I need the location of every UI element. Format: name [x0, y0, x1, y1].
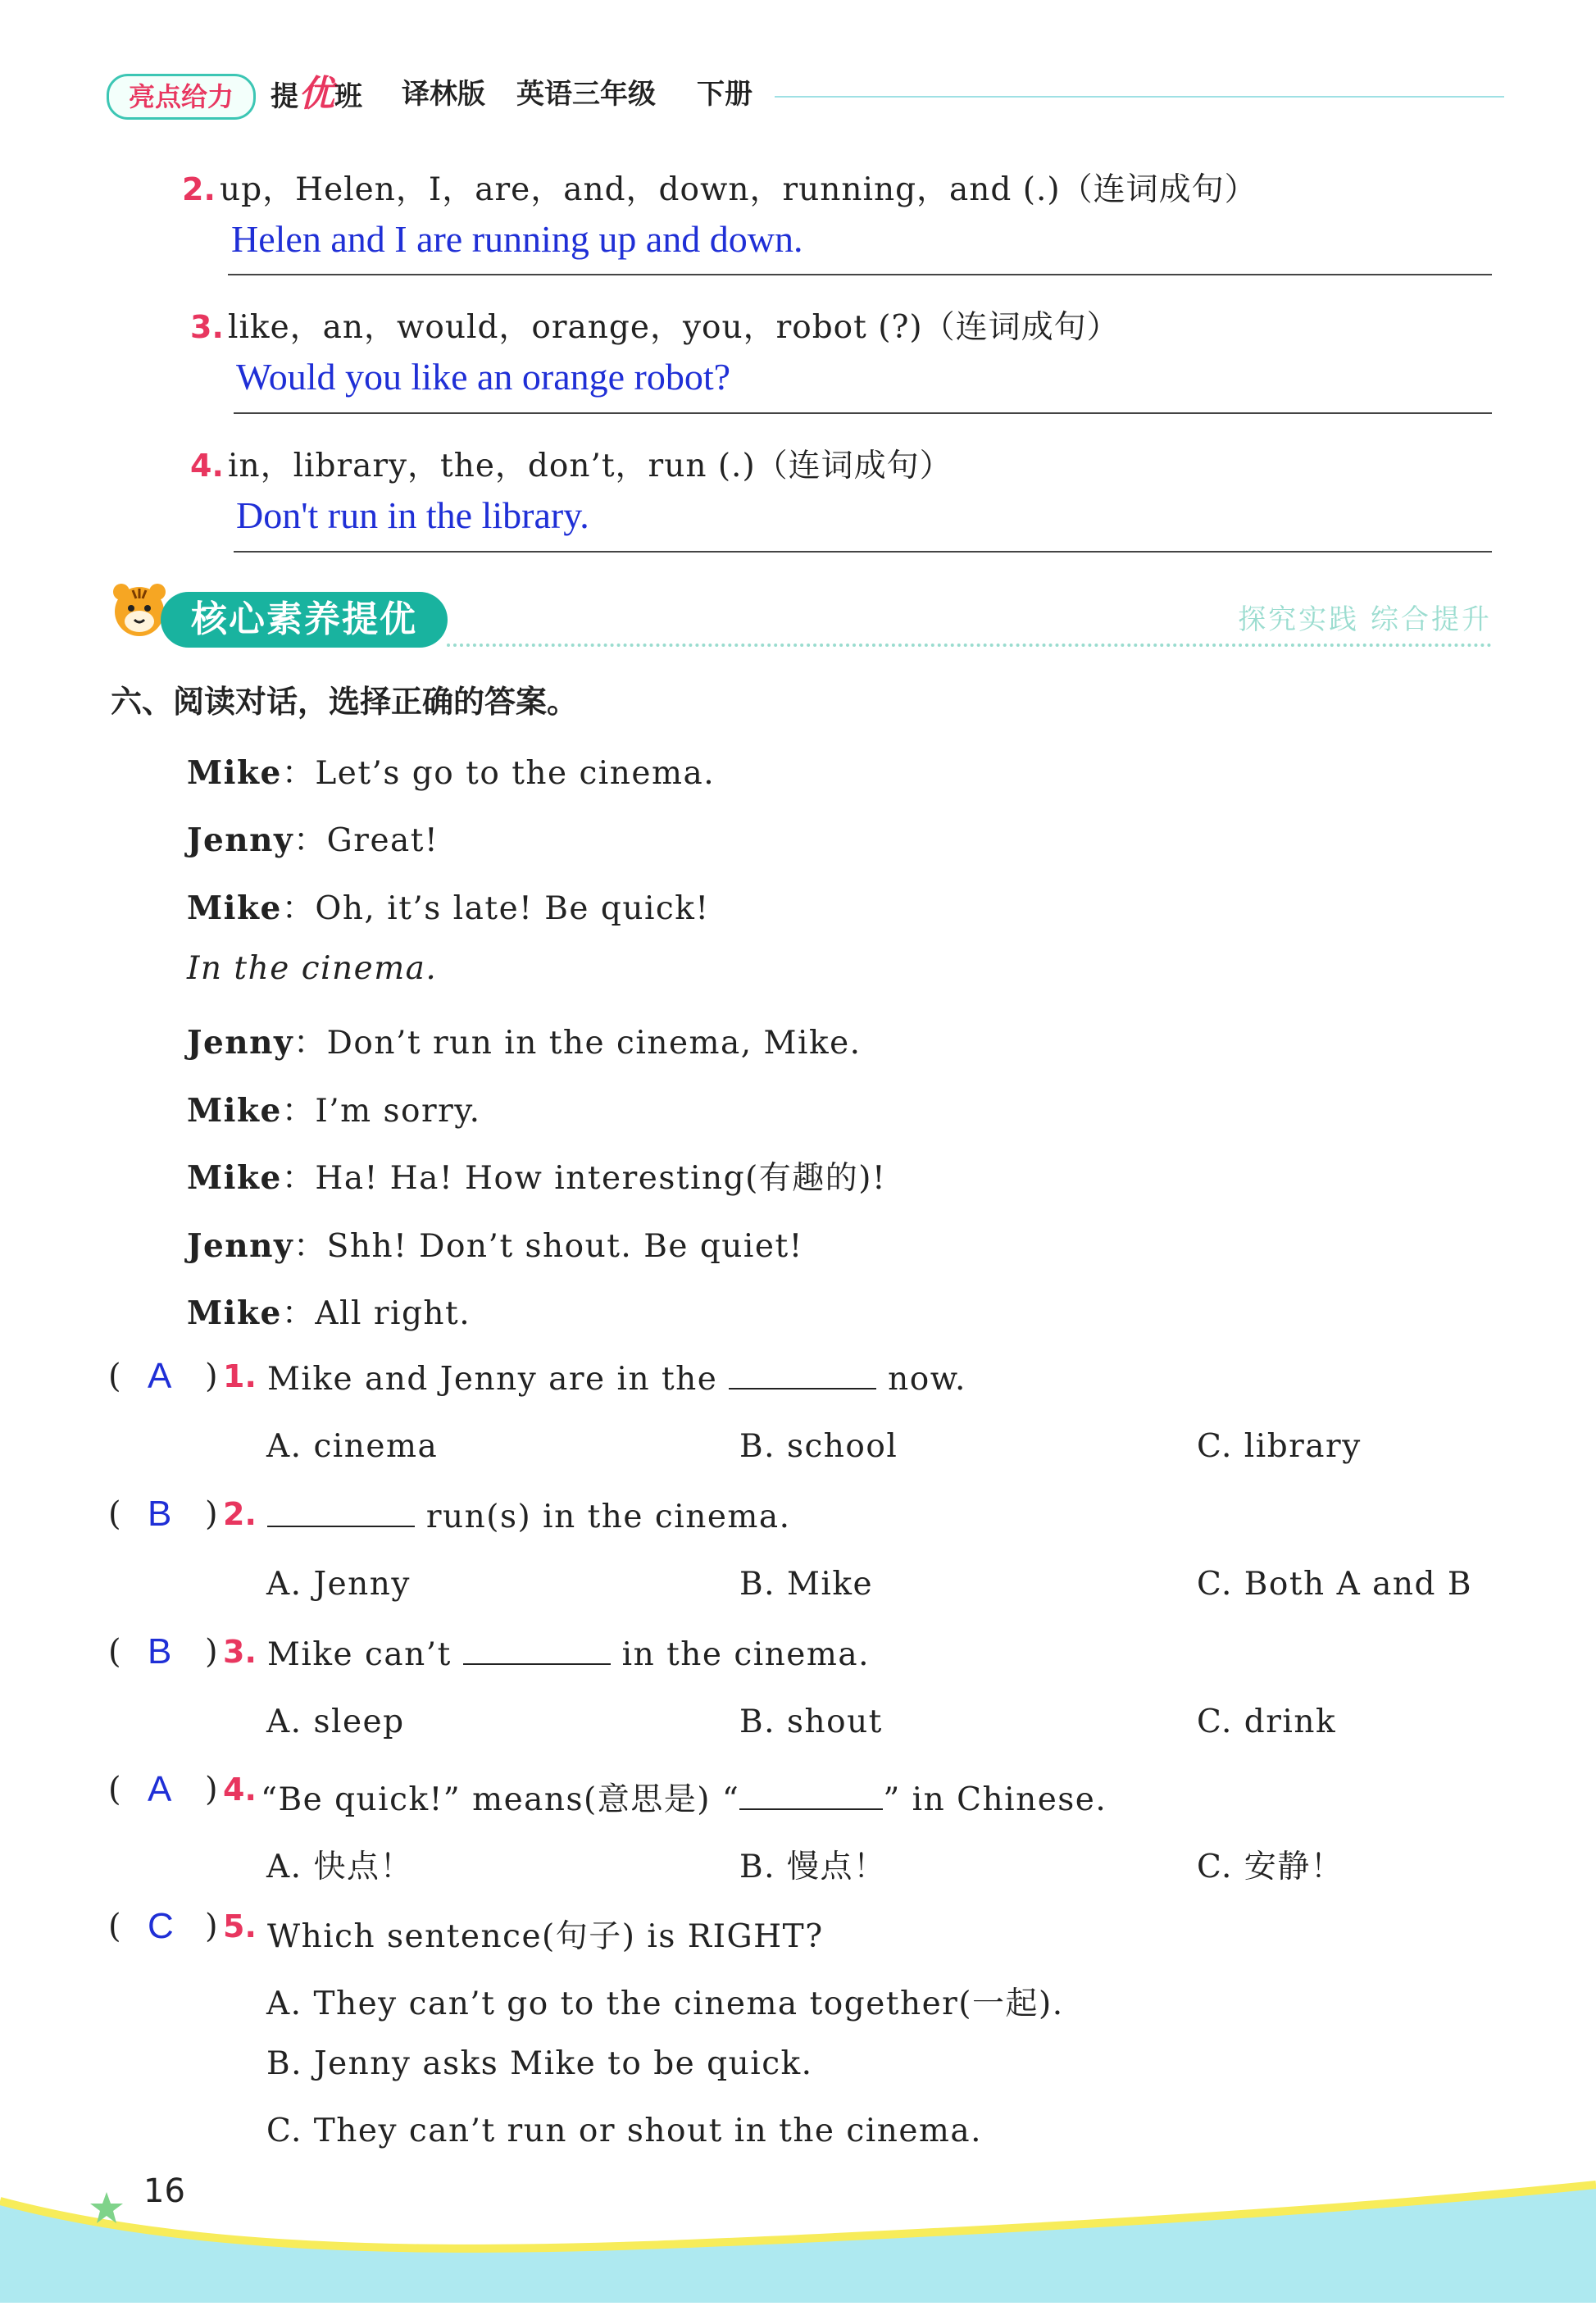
exercise-number: 2. [182, 171, 216, 207]
mc-answer: B [148, 1631, 172, 1672]
dialogue-line [187, 1017, 862, 1063]
stem-after: in the cinema. [621, 1636, 871, 1673]
mc-answer: A [148, 1769, 172, 1809]
answer-paren-close: ) [205, 1495, 218, 1533]
answer-paren-close: ) [205, 1633, 218, 1671]
fill-blank [739, 1784, 883, 1810]
speaker: Mike [187, 754, 282, 792]
header-divider [775, 96, 1504, 98]
option-a: A. cinema [266, 1428, 439, 1465]
option-b: B. Mike [739, 1566, 874, 1603]
question-number: 2. [223, 1496, 257, 1532]
dialogue-line [187, 1153, 886, 1198]
question-stem [267, 1361, 966, 1398]
stem-after: now. [888, 1361, 966, 1398]
option-b: B. 慢点！ [739, 1849, 887, 1885]
speaker: Jenny [187, 1227, 294, 1265]
question-stem [261, 1774, 1107, 1820]
question-number: 4. [223, 1772, 257, 1808]
exercise-answer: Would you like an orange robot? [236, 356, 731, 398]
mc-answer: A [148, 1356, 172, 1396]
exercise-number: 3. [190, 309, 224, 345]
speaker: Mike [187, 1092, 282, 1130]
option-b: B. Jenny asks Mike to be quick. [266, 2045, 813, 2082]
exercise-prompt: like，an，would，orange，you，robot (?)（连词成句） [227, 309, 1120, 346]
star-icon [89, 2190, 125, 2226]
exercise-2 [182, 164, 1257, 210]
option-a: A. They can’t go to the cinema together(一起). [266, 1985, 1064, 2022]
option-c: C. 安静！ [1197, 1849, 1344, 1885]
fill-blank [729, 1363, 876, 1390]
option-c: C. They can’t run or shout in the cinema. [266, 2113, 983, 2149]
answer-line [234, 412, 1492, 414]
answer-paren-close: ) [205, 1358, 218, 1395]
dialogue-text: Ha! Ha! How interesting(有趣的)! [315, 1160, 887, 1197]
speaker: Mike [187, 1294, 282, 1332]
fill-blank [463, 1639, 611, 1665]
answer-paren-open: ( [108, 1771, 121, 1808]
speaker: Jenny [187, 1024, 294, 1062]
dialogue-text: All right. [315, 1295, 471, 1332]
option-b: B. shout [739, 1703, 883, 1740]
speaker-separator: ： [293, 822, 327, 859]
option-c: C. library [1197, 1428, 1362, 1465]
answer-paren-close: ) [205, 1908, 218, 1945]
fill-blank [267, 1501, 415, 1527]
exercise-answer: Helen and I are running up and down. [231, 218, 803, 260]
dialogue-text: Shh! Don’t shout. Be quiet! [326, 1228, 803, 1265]
section-dotted-divider [447, 644, 1492, 647]
question-stem: Which sentence(句子) is RIGHT? [267, 1918, 824, 1955]
exercise-answer: Don't run in the library. [236, 494, 589, 536]
dialogue-line [187, 1288, 471, 1334]
dialogue-text: Oh, it’s late! Be quick! [315, 890, 710, 927]
question-number: 3. [223, 1634, 257, 1670]
section-title: 核心素养提优 [161, 592, 448, 648]
option-c: C. Both A and B [1197, 1566, 1473, 1603]
stem-before: “Be quick!” means(意思是) “ [261, 1781, 740, 1818]
speaker: Mike [187, 1159, 282, 1197]
speaker-separator: ： [281, 1160, 316, 1197]
option-a: A. Jenny [266, 1566, 411, 1603]
edition-label: 译林版 [402, 78, 485, 111]
question-number: 5. [223, 1908, 257, 1944]
dialogue-text: I’m sorry. [315, 1093, 481, 1130]
page-number: 16 [143, 2172, 185, 2210]
exercise-number: 4. [190, 448, 224, 484]
dialogue-line [187, 1085, 481, 1131]
question-stem [267, 1499, 791, 1535]
series-title-pre: 提 [271, 80, 298, 113]
option-a: A. sleep [266, 1703, 405, 1740]
stem-before: Mike and Jenny are in the [267, 1361, 718, 1398]
volume-label: 下册 [697, 78, 753, 111]
dialogue-text: Don’t run in the cinema, Mike. [326, 1025, 862, 1062]
mc-answer: B [148, 1494, 172, 1534]
answer-paren-close: ) [205, 1771, 218, 1808]
series-title [271, 72, 362, 116]
answer-paren-open: ( [108, 1495, 121, 1533]
exercise-prompt: in，library，the，don’t，run (.)（连词成句） [227, 448, 953, 484]
dialogue-text: Great! [326, 822, 439, 859]
question-number: 1. [223, 1358, 257, 1394]
speaker: Mike [187, 889, 282, 927]
speaker-separator: ： [293, 1228, 327, 1265]
subject-grade-label: 英语三年级 [516, 78, 656, 111]
question-stem [267, 1636, 870, 1673]
series-title-mid: 优 [298, 73, 334, 115]
speaker-separator: ： [281, 890, 316, 927]
stem-after: ” in Chinese. [883, 1781, 1107, 1818]
answer-paren-open: ( [108, 1908, 121, 1945]
speaker-separator: ： [293, 1025, 327, 1062]
dialogue-line [187, 815, 439, 861]
stem-before: Mike can’t [267, 1636, 452, 1673]
dialogue-line [187, 748, 715, 794]
section-subtitle: 探究实践 综合提升 [1238, 603, 1492, 636]
answer-paren-open: ( [108, 1358, 121, 1395]
speaker-separator: ： [281, 755, 316, 792]
answer-line [228, 274, 1492, 275]
option-a: A. 快点！ [266, 1849, 413, 1885]
speaker-separator: ： [281, 1093, 316, 1130]
series-title-post: 班 [334, 80, 362, 113]
option-b: B. school [739, 1428, 898, 1465]
dialogue-line [187, 883, 710, 929]
brand-badge: 亮点给力 [107, 74, 256, 120]
scene-direction: In the cinema. [187, 950, 438, 987]
dialogue-line [187, 1221, 803, 1267]
stem-after: run(s) in the cinema. [425, 1499, 791, 1535]
answer-line [234, 551, 1492, 553]
exercise-prompt: up，Helen，I，are，and，down，running，and (.)（连词成句） [219, 171, 1257, 208]
mc-answer: C [148, 1906, 174, 1946]
dialogue-text: Let’s go to the cinema. [315, 755, 716, 792]
footer-wave [0, 2152, 1596, 2303]
part6-instruction: 六、阅读对话，选择正确的答案。 [111, 684, 579, 720]
answer-paren-open: ( [108, 1633, 121, 1671]
option-c: C. drink [1197, 1703, 1337, 1740]
speaker: Jenny [187, 821, 294, 859]
exercise-4 [190, 440, 953, 486]
speaker-separator: ： [281, 1295, 316, 1332]
exercise-3 [190, 302, 1120, 348]
